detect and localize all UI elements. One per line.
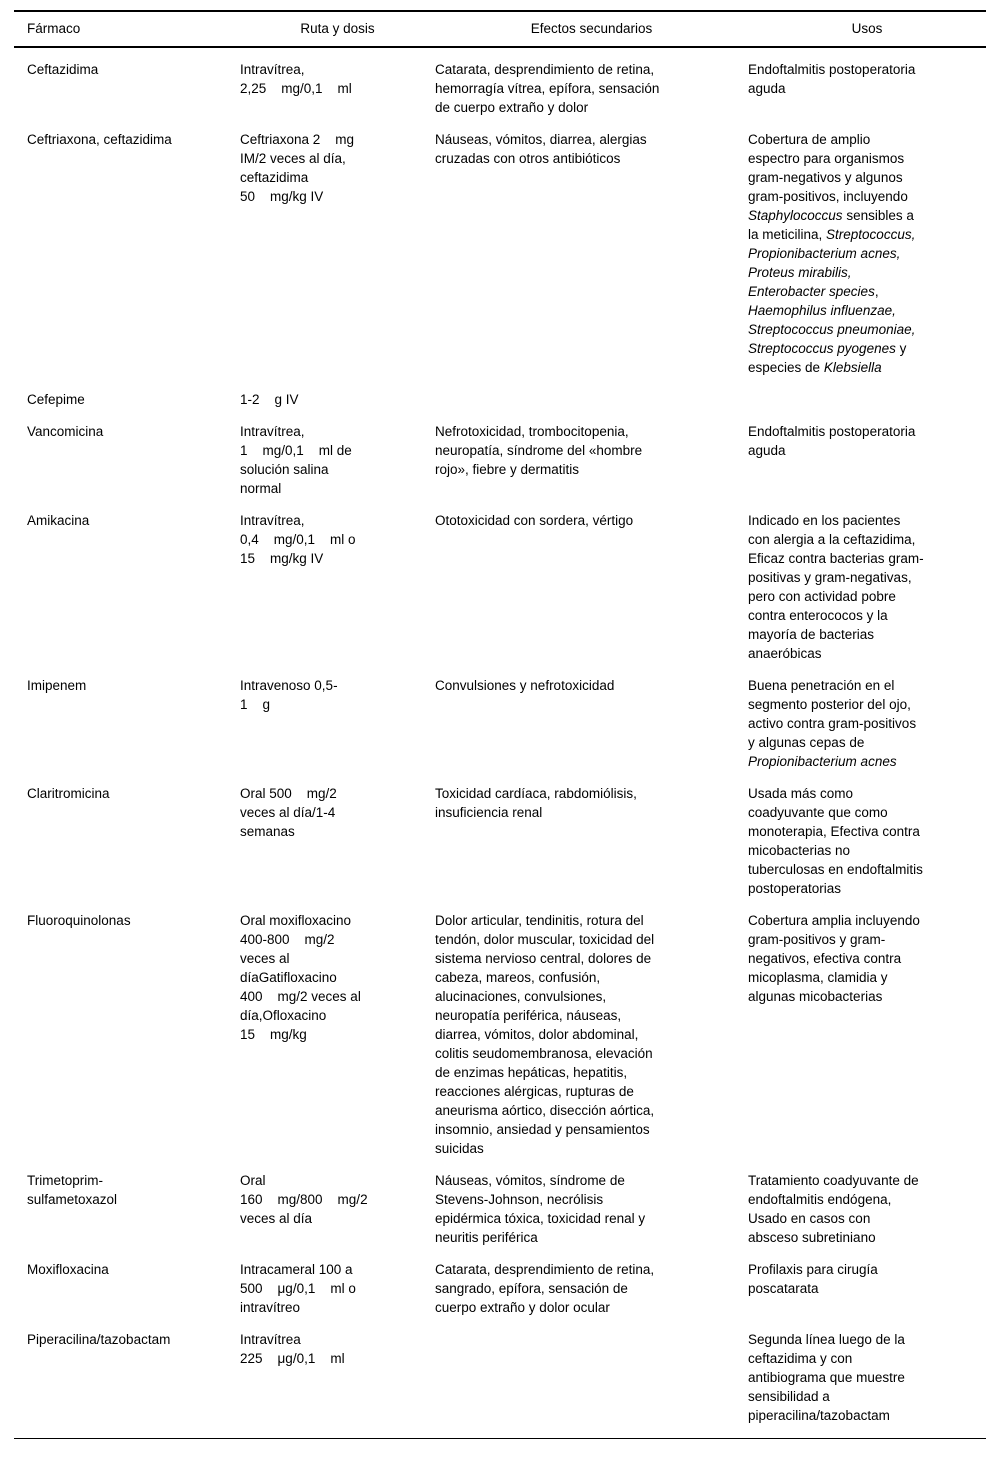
drug-name-cell: Fluoroquinolonas	[27, 913, 131, 928]
drug-name-cell: Cefepime	[27, 392, 85, 407]
side-effects-cell: Catarata, desprendimiento de retina, hemorragía vítrea, epífora, sensación de cuerpo extraño y dolor	[435, 62, 660, 115]
table-row	[14, 130, 986, 390]
side-effects-cell	[435, 390, 748, 422]
uses-cell	[748, 390, 986, 422]
side-effects-cell: Náuseas, vómitos, diarrea, alergias cruzadas con otros antibióticos	[435, 132, 647, 166]
route-dose-cell: Intravítrea, 0,4 mg/0,1 ml o 15 mg/kg IV	[240, 513, 356, 566]
uses-cell: Endoftalmitis postoperatoria aguda	[748, 424, 916, 458]
table-row	[14, 676, 986, 784]
side-effects-cell: Náuseas, vómitos, síndrome de Stevens-Johnson, necrólisis epidérmica tóxica, toxicidad renal y neuritis periférica	[435, 1173, 646, 1245]
column-header-farmaco: Fármaco	[27, 21, 81, 36]
table-body	[14, 48, 986, 1438]
table-row	[14, 422, 986, 511]
drug-name-cell: Amikacina	[27, 513, 90, 528]
drug-name-cell: Imipenem	[27, 678, 87, 693]
side-effects-cell	[435, 1330, 748, 1438]
table-row	[14, 1330, 986, 1438]
route-dose-cell: Intracameral 100 a 500 μg/0,1 ml o intravítreo	[240, 1262, 356, 1315]
column-header-ruta-y-dosis: Ruta y dosis	[300, 21, 375, 36]
table-row	[14, 911, 986, 1171]
column-header-efectos-secundarios: Efectos secundarios	[530, 21, 653, 36]
route-dose-cell: Oral moxifloxacino 400-800 mg/2 veces al díaGatifloxacino 400 mg/2 veces al día,Ofloxacino 15 mg/kg	[240, 913, 361, 1042]
side-effects-cell: Catarata, desprendimiento de retina, sangrado, epífora, sensación de cuerpo extraño y dolor ocular	[435, 1262, 655, 1315]
table-header	[14, 12, 986, 48]
route-dose-cell: Intravenoso 0,5- 1 g	[240, 678, 338, 712]
drug-table	[14, 10, 986, 1439]
route-dose-cell: Oral 500 mg/2 veces al día/1-4 semanas	[240, 786, 337, 839]
uses-cell: Indicado en los pacientes con alergia a la ceftazidima, Eficaz contra bacterias gram- positivas y gram-negativas, pero con actividad pobre contra enterococos y la mayoría de bacterias anaeróbicas	[748, 513, 924, 661]
side-effects-cell: Toxicidad cardíaca, rabdomiólisis, insuficiencia renal	[435, 786, 637, 820]
uses-cell: Tratamiento coadyuvante de endoftalmitis endógena, Usado en casos con absceso subretiniano	[748, 1173, 919, 1245]
table-row	[14, 48, 986, 130]
drug-name-cell: Claritromicina	[27, 786, 110, 801]
drug-name-cell: Ceftazidima	[27, 62, 99, 77]
uses-cell: Endoftalmitis postoperatoria aguda	[748, 62, 916, 96]
drug-name-cell: Moxifloxacina	[27, 1262, 109, 1277]
route-dose-cell: 1-2 g IV	[240, 392, 299, 407]
drug-name-cell: Ceftriaxona, ceftazidima	[27, 132, 172, 147]
route-dose-cell: Oral 160 mg/800 mg/2 veces al día	[240, 1173, 368, 1226]
column-header-usos: Usos	[851, 21, 883, 36]
drug-name-cell: Trimetoprim- sulfametoxazol	[27, 1173, 118, 1207]
table-row	[14, 1171, 986, 1260]
drug-name-cell: Piperacilina/tazobactam	[27, 1332, 171, 1347]
table-row	[14, 511, 986, 676]
side-effects-cell: Ototoxicidad con sordera, vértigo	[435, 513, 634, 528]
side-effects-cell: Dolor articular, tendinitis, rotura del tendón, dolor muscular, toxicidad del sistema nervioso central, dolores de cabeza, mareos, confusión, alucinaciones, convulsiones, neuropatía periférica, náuseas, diarrea, vómitos, dolor abdominal, colitis seudomembranosa, elevación de enzimas hepáticas, hepatitis, reacciones alérgicas, rupturas de aneurisma aórtico, disección aórtica, insomnio, ansiedad y pensamientos suicidas	[435, 913, 655, 1156]
uses-cell: Cobertura de amplio espectro para organismos gram-negativos y algunos gram-positivos, incluyendo Staphylococcus sensibles a la meticilina, Streptococcus, Propionibacterium acnes, Proteus mirabilis, Enterobacter species, Haemophilus influenzae, Streptococcus pneumoniae, Streptococcus pyogenes y especies de Klebsiella	[748, 132, 916, 375]
uses-cell: Segunda línea luego de la ceftazidima y con antibiograma que muestre sensibilidad a piperacilina/tazobactam	[748, 1332, 905, 1423]
uses-cell: Profilaxis para cirugía poscatarata	[748, 1262, 878, 1296]
side-effects-cell: Nefrotoxicidad, trombocitopenia, neuropatía, síndrome del «hombre rojo», fiebre y dermatitis	[435, 424, 643, 477]
route-dose-cell: Intravítrea 225 μg/0,1 ml	[240, 1332, 345, 1366]
uses-cell: Usada más como coadyuvante que como monoterapia, Efectiva contra micobacterias no tuberculosas en endoftalmitis postoperatorias	[748, 786, 923, 896]
drug-name-cell: Vancomicina	[27, 424, 104, 439]
table-row	[14, 784, 986, 911]
route-dose-cell: Ceftriaxona 2 mg IM/2 veces al día, ceftazidima 50 mg/kg IV	[240, 132, 355, 204]
side-effects-cell: Convulsiones y nefrotoxicidad	[435, 678, 615, 693]
table-row	[14, 1260, 986, 1330]
route-dose-cell: Intravítrea, 2,25 mg/0,1 ml	[240, 62, 352, 96]
uses-cell: Cobertura amplia incluyendo gram-positivos y gram- negativos, efectiva contra micoplasma, clamidia y algunas micobacterias	[748, 913, 920, 1004]
table-row	[14, 390, 986, 422]
route-dose-cell: Intravítrea, 1 mg/0,1 ml de solución salina normal	[240, 424, 352, 496]
uses-cell: Buena penetración en el segmento posterior del ojo, activo contra gram-positivos y algunas cepas de Propionibacterium acnes	[748, 678, 917, 769]
